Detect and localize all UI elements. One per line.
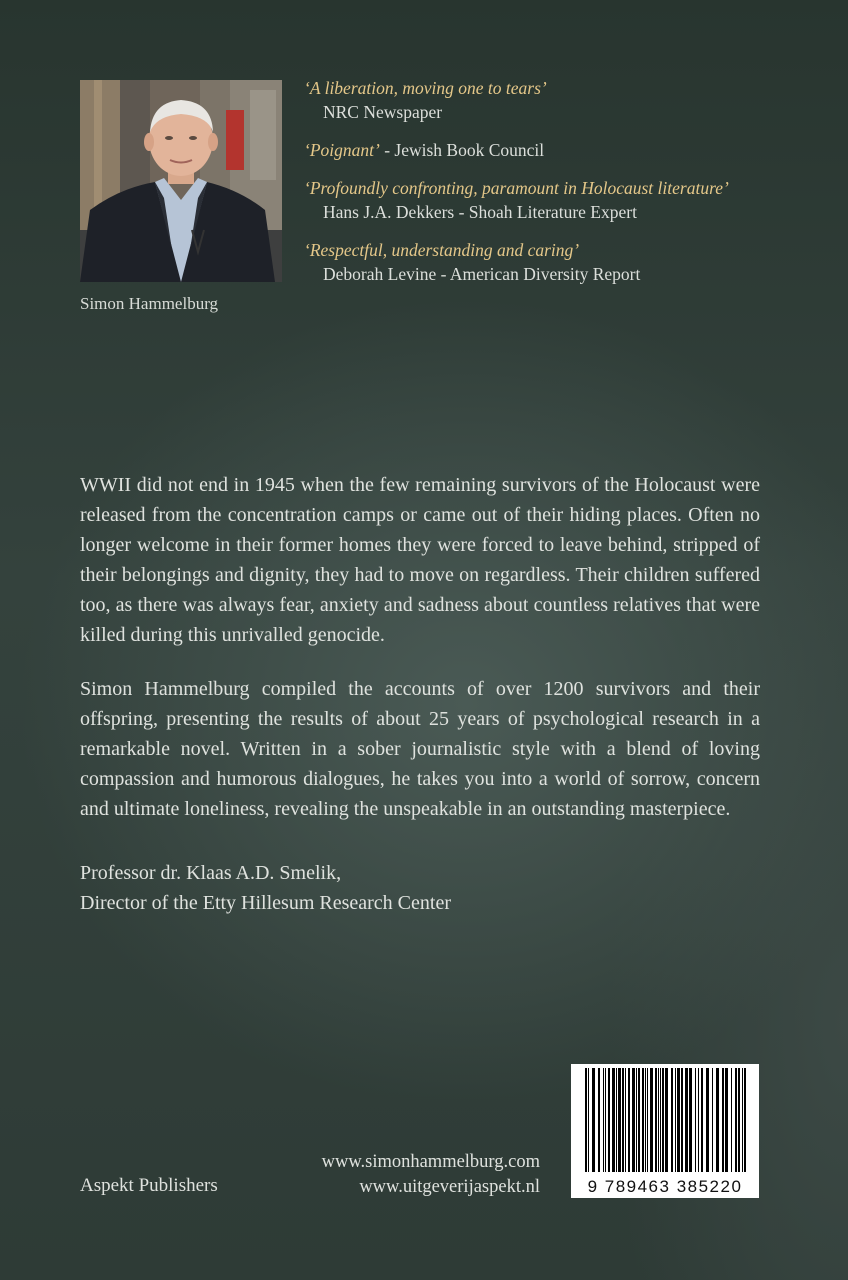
barcode-bar (698, 1068, 699, 1172)
barcode-bar (632, 1068, 635, 1172)
barcode-bar (671, 1068, 673, 1172)
barcode-bar (592, 1068, 595, 1172)
barcode-bar (701, 1068, 703, 1172)
barcode-bar (689, 1068, 692, 1172)
barcode-bar (731, 1068, 732, 1172)
barcode-bar (675, 1068, 676, 1172)
barcode-bar (716, 1068, 719, 1172)
photo-caption: Simon Hammelburg (80, 294, 219, 313)
barcode-bar (608, 1068, 610, 1172)
barcode-bar (636, 1068, 637, 1172)
barcode-bar (650, 1068, 653, 1172)
quote-source: - Jewish Book Council (379, 140, 545, 160)
book-blurb (80, 470, 760, 848)
websites (300, 1150, 540, 1200)
barcode-bar (585, 1068, 587, 1172)
barcode-bar (612, 1068, 615, 1172)
barcode-bar (725, 1068, 728, 1172)
review-quotes (304, 76, 824, 300)
quote-text: ‘A liberation, moving one to tears’ (304, 78, 547, 98)
review-quote (304, 176, 824, 224)
barcode-bar (706, 1068, 709, 1172)
barcode-bar (685, 1068, 688, 1172)
barcode-bar (618, 1068, 621, 1172)
review-quote (304, 76, 824, 124)
barcode-bar (625, 1068, 626, 1172)
barcode-bar (662, 1068, 664, 1172)
barcode-bar (642, 1068, 644, 1172)
barcode-bar (695, 1068, 696, 1172)
barcode-bar (647, 1068, 648, 1172)
website-link[interactable]: www.uitgeverijaspekt.nl (359, 1177, 540, 1197)
barcode-bar (712, 1068, 713, 1172)
signature-title: Director of the Etty Hillesum Research Center (80, 892, 451, 914)
barcode-bar (665, 1068, 668, 1172)
barcode-bar (616, 1068, 617, 1172)
isbn-barcode (571, 1064, 759, 1198)
barcode-bar (603, 1068, 604, 1172)
blurb-signature (80, 858, 451, 918)
barcode-bar (738, 1068, 740, 1172)
barcode-bar (681, 1068, 683, 1172)
quote-text: ‘Respectful, understanding and caring’ (304, 240, 580, 260)
publisher-name: Aspekt Publishers (80, 1175, 218, 1196)
barcode-bar (742, 1068, 743, 1172)
barcode-bar (735, 1068, 737, 1172)
barcode-number: 9 789463 385220 (587, 1177, 743, 1196)
quote-source: Deborah Levine - American Diversity Report (323, 264, 641, 284)
quote-text: ‘Poignant’ (304, 140, 380, 160)
barcode-bar (605, 1068, 606, 1172)
review-quote (304, 138, 824, 162)
website-link[interactable]: www.simonhammelburg.com (321, 1152, 540, 1172)
quote-source: NRC Newspaper (323, 102, 443, 122)
barcode-bar (638, 1068, 640, 1172)
barcode-bar (655, 1068, 657, 1172)
blurb-paragraph: WWII did not end in 1945 when the few remaining survivors of the Holocaust were released from the concentration camps or came out of their hiding places. Often no longer welcome in their former homes they were forced to leave behind, stripped of their belongings and dignity, they had to move on regardless. Their children suffered too, as there was always fear, anxiety and sadness about countless relatives that were killed during this unrivalled genocide. (80, 474, 760, 646)
barcode-bar (645, 1068, 646, 1172)
author-portrait-illustration (80, 80, 282, 282)
barcode-bar (722, 1068, 724, 1172)
barcode-bar (677, 1068, 680, 1172)
barcode-bars (571, 1064, 759, 1174)
barcode-bar (628, 1068, 630, 1172)
barcode-bar (622, 1068, 624, 1172)
review-quote (304, 238, 824, 286)
blurb-paragraph: Simon Hammelburg compiled the accounts of over 1200 survivors and their offspring, presenting the results of about 25 years of psychological research in a remarkable novel. Written in a sober journalistic style with a blend of loving compassion and humorous dialogues, he takes you into a world of sorrow, concern and ultimate loneliness, revealing the unspeakable in an outstanding masterpiece. (80, 678, 760, 820)
barcode-bar (598, 1068, 600, 1172)
signature-name: Professor dr. Klaas A.D. Smelik, (80, 862, 342, 884)
barcode-bar (660, 1068, 661, 1172)
barcode-bar (588, 1068, 589, 1172)
barcode-bar (658, 1068, 659, 1172)
author-photo (80, 80, 282, 282)
quote-source: Hans J.A. Dekkers - Shoah Literature Expert (323, 202, 637, 222)
barcode-bar (744, 1068, 746, 1172)
quote-text: ‘Profoundly confronting, paramount in Holocaust literature’ (304, 178, 729, 198)
